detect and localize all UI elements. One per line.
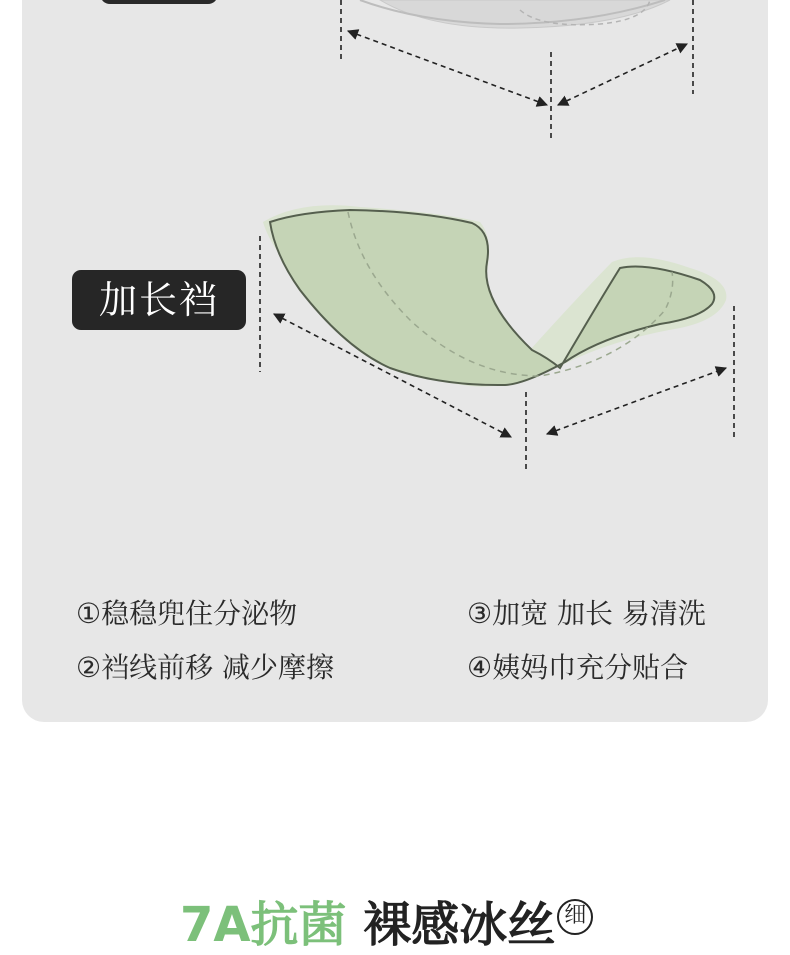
feature-item-4: ④姨妈巾充分贴合 — [467, 651, 689, 684]
circled-mark: 细 — [557, 899, 593, 935]
green-liner-shape — [263, 205, 726, 386]
feature-item-1: ①稳稳兜住分泌物 — [76, 597, 298, 630]
top-liner-shape — [360, 0, 670, 28]
headline-dark-text: 裸感冰丝 — [363, 897, 556, 953]
feature-item-3: ③加宽 加长 易清洗 — [467, 597, 706, 630]
headline-green-text: 7A抗菌 — [180, 897, 347, 953]
extended-crotch-tag: 加长裆 — [72, 270, 246, 330]
section-headline — [180, 895, 593, 955]
feature-item-2: ②裆线前移 减少摩擦 — [76, 651, 335, 684]
